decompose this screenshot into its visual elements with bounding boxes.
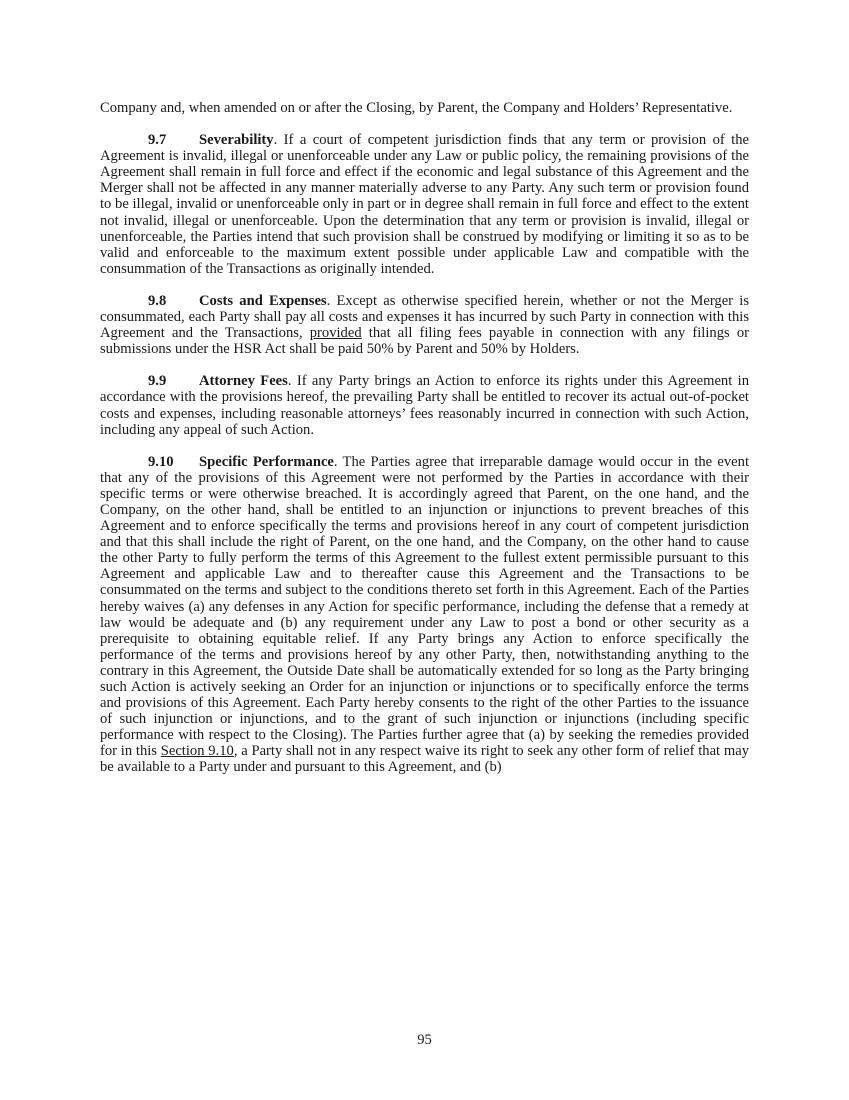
section-9-7-paragraph (100, 132, 749, 277)
page-number: 95 (417, 1032, 432, 1048)
section-heading: Severability (199, 132, 274, 149)
section-body-continued: , a Party shall not in any respect waive its right to seek any other form of relief that may be available to a Party under and pursuant to this Agreement, and (b) (100, 743, 749, 776)
section-heading: Attorney Fees (199, 373, 288, 390)
section-body: . Except as otherwise specified herein, whether or not the Merger is consummated, each Party shall pay all costs and expenses it has incurred by such Party in connection with this Agreement and the Transactions, (100, 292, 750, 342)
continuation-paragraph: Company and, when amended on or after the Closing, by Parent, the Company and Holders’ Representative. (100, 100, 733, 116)
section-body: . If any Party brings an Action to enforce its rights under this Agreement in accordance with the provisions hereof, the prevailing Party shall be entitled to recover its actual out-of-pocket costs and expenses, including reasonable attorneys’ fees reasonably incurred in connection with such Action, including any appeal of such Action. (100, 373, 749, 438)
section-number: 9.8 (148, 292, 167, 309)
section-9-9-paragraph (100, 373, 749, 437)
section-number: 9.10 (148, 453, 174, 470)
section-body: . If a court of competent jurisdiction finds that any term or provision of the Agreement is invalid, illegal or unenforceable under any Law or public policy, the remaining provisions of the Agreement shall remain in full force and effect if the economic and legal substance of this Agreement and the Merger shall not be affected in any manner materially adverse to any Party. Any such term or provision found to be illegal, invalid or unenforceable only in part or in degree shall remain in full force and effect to the extent not invalid, illegal or unenforceable. Upon the determination that any term or provision is invalid, illegal or unenforceable, the Parties intend that such provision shall be construed by modifying or limiting it so as to be valid and enforceable to the maximum extent possible under applicable Law and compatible with the consummation of the Transactions as originally intended. (100, 132, 749, 277)
section-body-continued: that all filing fees payable in connection with any filings or submissions under the HSR Act shall be paid 50% by Parent and 50% by Holders. (100, 325, 749, 358)
section-9-8-paragraph (100, 293, 749, 357)
section-heading: Specific Performance (199, 453, 334, 470)
section-cross-reference: Section 9.10 (160, 743, 234, 760)
underlined-term: provided (309, 325, 362, 342)
section-number: 9.7 (148, 132, 167, 149)
document-page (100, 100, 749, 792)
section-9-10-paragraph (100, 454, 749, 776)
section-heading: Costs and Expenses (199, 292, 327, 309)
section-number: 9.9 (148, 373, 167, 390)
section-body: . The Parties agree that irreparable damage would occur in the event that any of the provisions of this Agreement were not performed by the Parties in accordance with their specific terms or were otherwise breached. It is accordingly agreed that Parent, on the one hand, and the Company, on the other hand, shall be entitled to an injunction or injunctions to prevent breaches of this Agreement and to enforce specifically the terms and provisions hereof in any court of competent jurisdiction and that this shall include the right of Parent, on the one hand, and the Company, on the other hand to cause the other Party to fully perform the terms of this Agreement to the fullest extent permissible pursuant to this Agreement and applicable Law and to thereafter cause this Agreement and the Transactions to be consummated on the terms and subject to the conditions thereto set forth in this Agreement. Each of the Parties hereby waives (a) any defenses in any Action for specific performance, including the defense that a remedy at law would be adequate and (b) any requirement under any Law to post a bond or other security as a prerequisite to obtaining equitable relief. If any Party brings any Action to enforce specifically the performance of the terms and provisions hereof by any other Party, then, notwithstanding anything to the contrary in this Agreement, the Outside Date shall be automatically extended for so long as the Party bringing such Action is actively seeking an Order for an injunction or injunctions or to specifically enforce the terms and provisions of this Agreement. Each Party hereby consents to the right of the other Parties to the issuance of such injunction or injunctions, and to the grant of such injunction or injunctions (including specific performance with respect to the Closing). The Parties further agree that (a) by seeking the remedies provided for in this (100, 453, 749, 760)
